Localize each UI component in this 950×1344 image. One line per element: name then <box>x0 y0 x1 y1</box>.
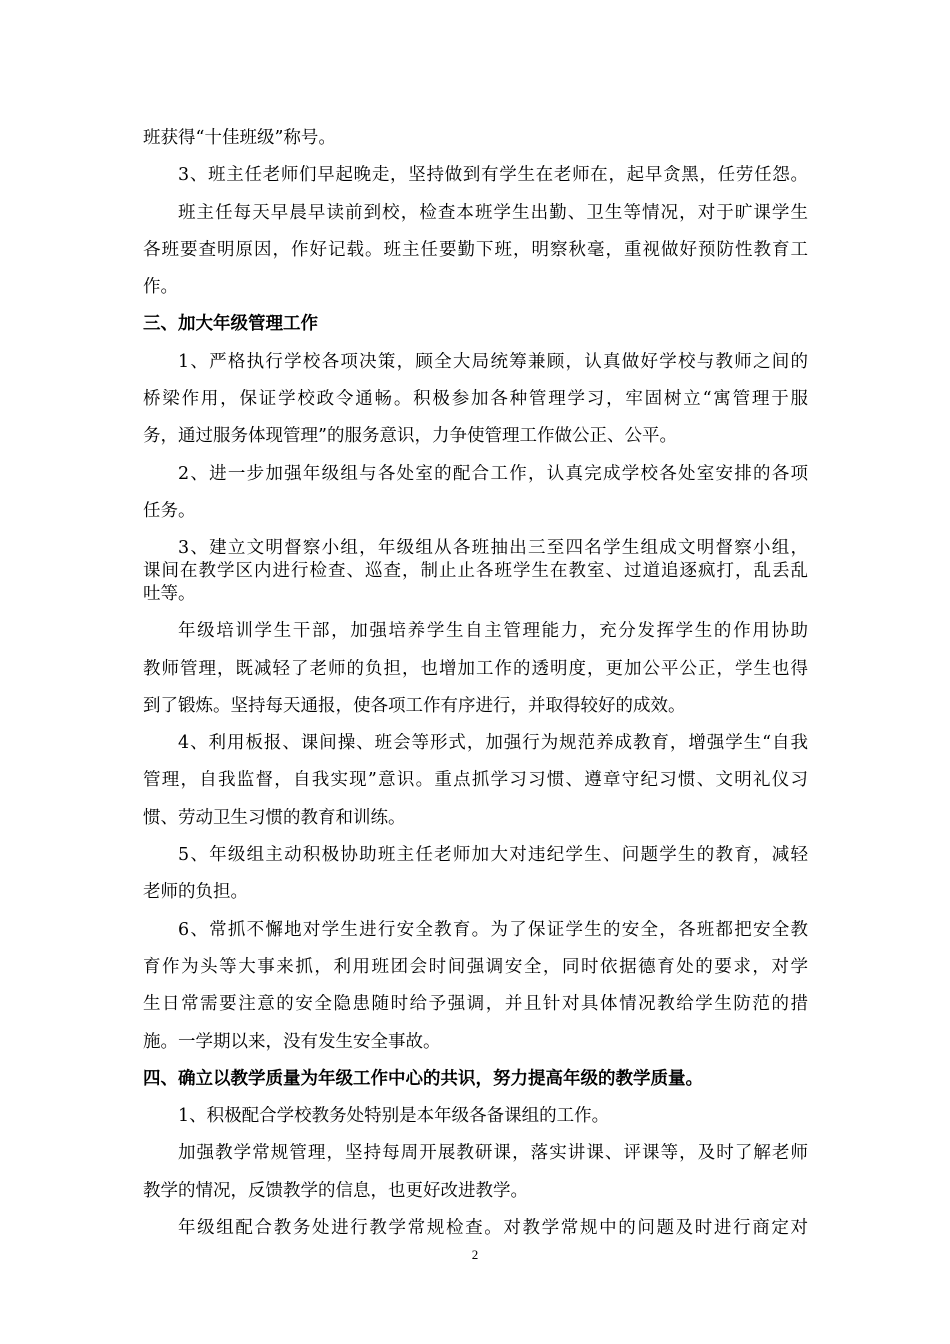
text-line: 5、年级组主动积极协助班主任老师加大对违纪学生、问题学生的教育，减轻 <box>178 845 808 866</box>
text-line: 1、积极配合学校教务处特别是本年级各备课组的工作。 <box>178 1106 610 1127</box>
text-line: 作。 <box>143 277 178 298</box>
text-line: 班获得“十佳班级”称号。 <box>143 128 336 148</box>
text-line: 务，通过服务体现管理”的服务意识，力争使管理工作做公正、公平。 <box>143 426 677 447</box>
text-line: 到了锻炼。坚持每天通报，使各项工作有序进行，并取得较好的成效。 <box>143 695 686 716</box>
text-line: 加强教学常规管理，坚持每周开展教研课，落实讲课、评课等，及时了解老师 <box>178 1143 808 1164</box>
text-line: 惯、劳动卫生习惯的教育和训练。 <box>143 807 406 828</box>
text-line: 课间在教学区内进行检查、巡查，制止止各班学生在教室、过道追逐疯打，乱丢乱 <box>143 561 808 582</box>
text-line: 教学的情况，反馈教学的信息，也更好改进教学。 <box>143 1180 528 1201</box>
text-line: 吐等。 <box>143 584 196 605</box>
text-line: 生日常需要注意的安全隐患随时给予强调，并且针对具体情况教给学生防范的措 <box>143 994 808 1015</box>
text-line: 桥梁作用，保证学校政令通畅。积极参加各种管理学习，牢固树立“寓管理于服 <box>143 389 808 410</box>
text-line: 管理，自我监督，自我实现”意识。重点抓学习习惯、遵章守纪习惯、文明礼仪习 <box>143 770 808 791</box>
text-line: 班主任每天早晨早读前到校，检查本班学生出勤、卫生等情况，对于旷课学生 <box>178 202 808 223</box>
text-line: 年级组配合教务处进行教学常规检查。对教学常规中的问题及时进行商定对 <box>178 1218 808 1239</box>
text-line: 老师的负担。 <box>143 882 248 903</box>
text-line: 年级培训学生干部，加强培养学生自主管理能力，充分发挥学生的作用协助 <box>178 621 808 642</box>
text-line: 2、进一步加强年级组与各处室的配合工作，认真完成学校各处室安排的各项 <box>178 463 808 484</box>
text-line: 育作为头等大事来抓，利用班团会时间强调安全，同时依据德育处的要求，对学 <box>143 956 808 977</box>
page-number: 2 <box>471 1247 479 1262</box>
document-body <box>143 120 808 1247</box>
text-line: 各班要查明原因，作好记载。班主任要勤下班，明察秋毫，重视做好预防性教育工 <box>143 239 808 260</box>
section-heading: 三、加大年级管理工作 <box>143 314 318 335</box>
text-line: 3、建立文明督察小组，年级组从各班抽出三至四名学生组成文明督察小组， <box>178 538 808 559</box>
text-line: 任务。 <box>143 500 196 521</box>
section-heading: 四、确立以教学质量为年级工作中心的共识，努力提高年级的教学质量。 <box>143 1068 703 1089</box>
text-line: 6、常抓不懈地对学生进行安全教育。为了保证学生的安全，各班都把安全教 <box>178 919 808 940</box>
text-line: 3、班主任老师们早起晚走，坚持做到有学生在老师在，起早贪黑，任劳任怨。 <box>178 165 808 186</box>
text-line: 教师管理，既减轻了老师的负担，也增加工作的透明度，更加公平公正，学生也得 <box>143 658 808 679</box>
text-line: 4、利用板报、课间操、班会等形式，加强行为规范养成教育，增强学生“自我 <box>178 733 808 754</box>
text-line: 施。一学期以来，没有发生安全事故。 <box>143 1031 441 1052</box>
text-line: 1、严格执行学校各项决策，顾全大局统筹兼顾，认真做好学校与教师之间的 <box>178 351 808 372</box>
